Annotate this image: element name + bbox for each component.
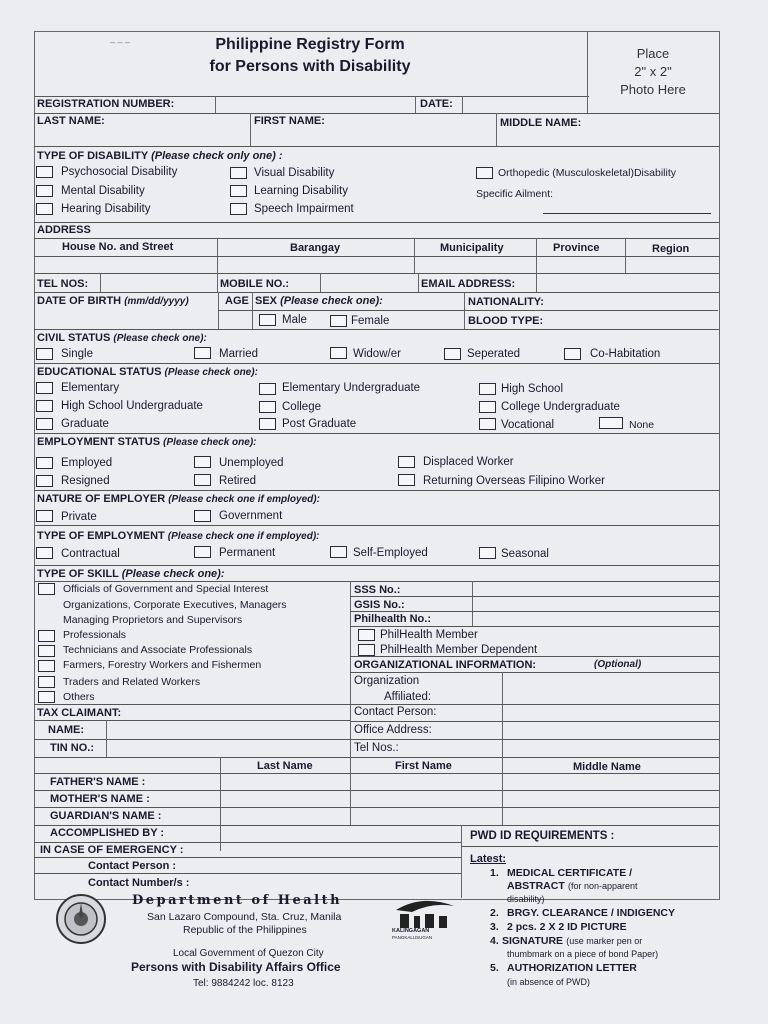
req-4-line1: 4. SIGNATURE (use marker pen or — [490, 935, 643, 947]
org-tel-nos: Tel Nos.: — [354, 742, 399, 754]
dob-label: DATE OF BIRTH (mm/dd/yyyy) — [37, 295, 189, 307]
employment-type-header: TYPE OF EMPLOYMENT (Please check one if employed): — [37, 530, 320, 542]
reg-number-field[interactable] — [216, 97, 414, 112]
req-4-num: 4. — [490, 935, 499, 947]
option-cohabitation: Co-Habitation — [590, 348, 661, 360]
option-female: Female — [351, 315, 390, 327]
option-none: None — [629, 419, 655, 431]
req-5-note: (in absence of PWD) — [507, 977, 591, 987]
option-self-employed: Self-Employed — [353, 547, 428, 559]
option-orthopedic: Orthopedic (Musculoskeletal)Disability — [498, 167, 676, 179]
org-office-address: Office Address: — [354, 724, 432, 736]
checkbox-resigned[interactable] — [36, 475, 53, 487]
specific-ailment-label: Specific Ailment: — [476, 188, 554, 200]
tel-label: TEL NOS: — [37, 278, 89, 290]
email-label: EMAIL ADDRESS: — [421, 278, 516, 290]
checkbox-ph-member[interactable] — [358, 629, 375, 641]
checkbox-female[interactable] — [330, 315, 347, 327]
req-3-num: 3. — [490, 921, 499, 933]
option-contractual: Contractual — [61, 548, 120, 560]
checkbox-retired[interactable] — [194, 474, 211, 486]
option-permanent: Permanent — [219, 547, 276, 559]
photo-line3: Photo Here — [620, 82, 686, 97]
skill-officials-line3: Managing Proprietors and Supervisors — [63, 614, 243, 626]
req-3-main: 2 pcs. 2 X 2 ID PICTURE — [507, 921, 627, 933]
req-5-main: AUTHORIZATION LETTER — [507, 962, 637, 974]
requirements-latest: Latest: — [470, 853, 507, 865]
option-college-undergrad: College Undergraduate — [501, 401, 620, 413]
mobile-label: MOBILE NO.: — [220, 278, 290, 290]
photo-placeholder[interactable] — [588, 45, 718, 99]
education-header: EDUCATIONAL STATUS (Please check one): — [37, 366, 258, 378]
option-separated: Seperated — [467, 348, 521, 360]
option-seasonal: Seasonal — [501, 548, 549, 560]
org-header: ORGANIZATIONAL INFORMATION: — [354, 659, 537, 671]
emergency-header: IN CASE OF EMERGENCY : — [40, 844, 184, 856]
skill-farmers: Farmers, Forestry Workers and Fishermen — [63, 659, 262, 671]
checkbox-unemployed[interactable] — [194, 456, 211, 468]
sss-label: SSS No.: — [354, 584, 401, 596]
checkbox-male[interactable] — [259, 314, 276, 326]
checkbox-self-employed[interactable] — [330, 546, 347, 558]
checkbox-officials[interactable] — [38, 583, 55, 595]
checkbox-traders[interactable] — [38, 676, 55, 688]
checkbox-professionals[interactable] — [38, 630, 55, 642]
top-mark: _ _ _ — [110, 33, 131, 43]
skill-technicians: Technicians and Associate Professionals — [63, 644, 253, 656]
age-label: AGE — [225, 295, 249, 307]
skill-officials-line1: Officials of Government and Special Interest — [63, 583, 269, 595]
middle-name-label: MIDDLE NAME: — [500, 117, 582, 129]
option-ofw: Returning Overseas Filipino Worker — [423, 475, 605, 487]
ph-dependent-label: PhilHealth Member Dependent — [380, 644, 538, 656]
page-title — [150, 34, 470, 78]
checkbox-cohabitation[interactable] — [564, 348, 581, 360]
emergency-contact-number: Contact Number/s : — [88, 877, 190, 889]
option-government: Government — [219, 510, 283, 522]
checkbox-elementary[interactable] — [36, 382, 53, 394]
checkbox-orthopedic[interactable] — [476, 167, 493, 179]
checkbox-college[interactable] — [259, 401, 276, 413]
date-label: DATE: — [420, 98, 453, 110]
checkbox-farmers[interactable] — [38, 660, 55, 672]
civil-header: CIVIL STATUS (Please check one): — [37, 332, 207, 344]
option-post-grad: Post Graduate — [282, 418, 357, 430]
skill-traders: Traders and Related Workers — [63, 676, 201, 688]
mother-name-label: MOTHER'S NAME : — [50, 793, 150, 805]
checkbox-mental[interactable] — [36, 185, 53, 197]
checkbox-visual[interactable] — [230, 167, 247, 179]
office-name: Persons with Disability Affairs Office — [131, 960, 341, 974]
specific-ailment-line[interactable] — [543, 213, 711, 214]
req-4-note2: thumbmark on a piece of bond Paper) — [507, 949, 659, 959]
accomplished-by-label: ACCOMPLISHED BY : — [50, 827, 165, 839]
guardian-name-label: GUARDIAN'S NAME : — [50, 810, 162, 822]
employment-header: EMPLOYMENT STATUS (Please check one): — [37, 436, 257, 448]
checkbox-widow[interactable] — [330, 347, 347, 359]
org-optional: (Optional) — [594, 659, 642, 670]
option-displaced: Displaced Worker — [423, 456, 514, 468]
checkbox-private[interactable] — [36, 510, 53, 522]
checkbox-hs-undergrad[interactable] — [36, 400, 53, 412]
skill-officials-line2: Organizations, Corporate Executives, Managers — [63, 599, 287, 611]
checkbox-separated[interactable] — [444, 348, 461, 360]
checkbox-speech[interactable] — [230, 203, 247, 215]
disability-header: TYPE OF DISABILITY (Please check only one) : — [37, 150, 283, 162]
blood-type-label: BLOOD TYPE: — [468, 315, 544, 327]
option-married: Married — [219, 348, 258, 360]
option-graduate: Graduate — [61, 418, 109, 430]
org-contact-person: Contact Person: — [354, 706, 437, 718]
doh-address2: Republic of the Philippines — [183, 924, 307, 936]
checkbox-seasonal[interactable] — [479, 547, 496, 559]
option-single: Single — [61, 348, 93, 360]
checkbox-married[interactable] — [194, 347, 211, 359]
req-2-num: 2. — [490, 907, 499, 919]
checkbox-single[interactable] — [36, 348, 53, 360]
option-psychosocial: Psychosocial Disability — [61, 166, 178, 178]
org-affiliated-line1: Organization — [354, 675, 420, 687]
option-mental: Mental Disability — [61, 185, 145, 197]
checkbox-graduate[interactable] — [36, 418, 53, 430]
family-col-last: Last Name — [257, 760, 313, 772]
tax-header: TAX CLAIMANT: — [37, 707, 122, 719]
checkbox-psychosocial[interactable] — [36, 166, 53, 178]
checkbox-government[interactable] — [194, 510, 211, 522]
photo-line2: 2" x 2" — [634, 64, 672, 79]
nationality-label: NATIONALITY: — [468, 296, 544, 308]
req-2-main: BRGY. CLEARANCE / INDIGENCY — [507, 907, 676, 919]
option-learning: Learning Disability — [254, 185, 348, 197]
checkbox-hearing[interactable] — [36, 203, 53, 215]
option-unemployed: Unemployed — [219, 457, 284, 469]
address-col-barangay: Barangay — [290, 242, 341, 254]
checkbox-displaced[interactable] — [398, 456, 415, 468]
option-hs-undergrad: High School Undergraduate — [61, 400, 203, 412]
checkbox-post-grad[interactable] — [259, 418, 276, 430]
date-field[interactable] — [463, 97, 587, 112]
option-hearing: Hearing Disability — [61, 203, 151, 215]
page-title-line2: for Persons with Disability — [209, 58, 411, 75]
checkbox-learning[interactable] — [230, 185, 247, 197]
checkbox-elem-undergrad[interactable] — [259, 383, 276, 395]
checkbox-employed[interactable] — [36, 457, 53, 469]
first-name-label: FIRST NAME: — [254, 115, 325, 127]
family-col-first: First Name — [395, 760, 452, 772]
checkbox-ofw[interactable] — [398, 474, 415, 486]
checkbox-technicians[interactable] — [38, 645, 55, 657]
req-1-line2: ABSTRACT (for non-apparent — [507, 880, 638, 892]
address-col-municipality: Municipality — [440, 242, 504, 254]
option-speech: Speech Impairment — [254, 203, 354, 215]
address-col-house: House No. and Street — [62, 241, 174, 253]
skill-professionals: Professionals — [63, 629, 127, 641]
sex-label: SEX (Please check one): — [255, 295, 383, 307]
req-1-main: MEDICAL CERTIFICATE / — [507, 867, 633, 879]
option-male: Male — [282, 314, 307, 326]
emergency-contact-person: Contact Person : — [88, 860, 177, 872]
option-college: College — [282, 401, 321, 413]
skill-others: Others — [63, 691, 95, 703]
req-5-num: 5. — [490, 962, 499, 974]
req-1-note2: disability) — [507, 894, 545, 904]
logo-text-2: PANGKALUSUGAN — [392, 935, 433, 940]
checkbox-high-school[interactable] — [479, 383, 496, 395]
last-name-label: LAST NAME: — [37, 115, 105, 127]
checkbox-others[interactable] — [38, 691, 55, 703]
kalingagan-logo-icon — [392, 896, 460, 944]
option-widow: Widow/er — [353, 348, 401, 360]
tax-name-label: NAME: — [48, 724, 85, 736]
option-vocational: Vocational — [501, 419, 555, 431]
option-high-school: High School — [501, 383, 564, 395]
father-name-label: FATHER'S NAME : — [50, 776, 146, 788]
option-employed: Employed — [61, 457, 113, 469]
option-elem-undergrad: Elementary Undergraduate — [282, 382, 421, 394]
gsis-label: GSIS No.: — [354, 599, 405, 611]
option-private: Private — [61, 511, 97, 523]
photo-line1: Place — [636, 46, 670, 61]
option-retired: Retired — [219, 475, 257, 487]
reg-number-label: REGISTRATION NUMBER: — [37, 98, 175, 110]
checkbox-permanent[interactable] — [194, 546, 211, 558]
address-col-province: Province — [553, 242, 600, 254]
checkbox-college-undergrad[interactable] — [479, 401, 496, 413]
philhealth-label: Philhealth No.: — [354, 613, 431, 625]
req-1-num: 1. — [490, 867, 499, 879]
office-tel: Tel: 9884242 loc. 8123 — [193, 978, 294, 989]
skill-header: TYPE OF SKILL (Please check one): — [37, 568, 225, 580]
doh-address1: San Lazaro Compound, Sta. Cruz, Manila — [147, 911, 342, 923]
checkbox-ph-dependent[interactable] — [358, 644, 375, 656]
employer-header: NATURE OF EMPLOYER (Please check one if employed): — [37, 493, 320, 505]
logo-text-1: KALINGAGAN — [392, 928, 430, 934]
option-visual: Visual Disability — [254, 167, 335, 179]
checkbox-vocational[interactable] — [479, 418, 496, 430]
checkbox-none[interactable] — [599, 417, 623, 429]
doh-name: Department of Health — [132, 893, 343, 908]
lgu-name: Local Government of Quezon City — [173, 948, 324, 959]
family-col-middle: Middle Name — [573, 761, 641, 773]
address-header: ADDRESS — [37, 224, 91, 236]
doh-seal-icon — [55, 893, 107, 945]
requirements-header: PWD ID REQUIREMENTS : — [470, 830, 615, 842]
tin-label: TIN NO.: — [50, 742, 94, 754]
ph-member-label: PhilHealth Member — [380, 629, 478, 641]
option-resigned: Resigned — [61, 475, 110, 487]
checkbox-contractual[interactable] — [36, 547, 53, 559]
org-affiliated-line2: Affiliated: — [384, 691, 432, 703]
option-elementary: Elementary — [61, 382, 120, 394]
page-title-line1: Philippine Registry Form — [215, 36, 405, 53]
address-col-region: Region — [652, 243, 690, 255]
